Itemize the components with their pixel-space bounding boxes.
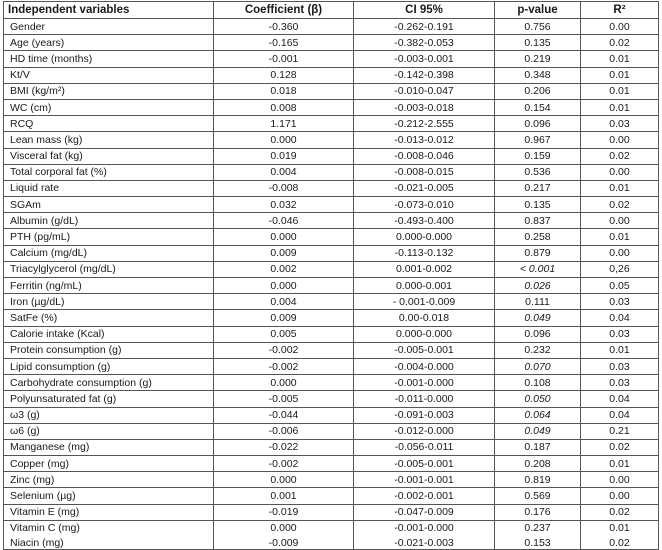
table-row bbox=[4, 310, 659, 326]
table-row bbox=[4, 164, 659, 180]
cell-r-squared: 0.00 bbox=[581, 19, 659, 35]
cell-r-squared: 0.03 bbox=[581, 358, 659, 374]
cell-ci-95: -0.021-0.005 bbox=[354, 180, 495, 196]
cell-ci-95: 0.000-0.001 bbox=[354, 278, 495, 294]
table-row bbox=[4, 148, 659, 164]
cell-p-value: 0.208 bbox=[495, 456, 581, 472]
cell-variable: Kt/V bbox=[4, 67, 214, 83]
cell-coefficient: 0.008 bbox=[214, 99, 354, 115]
cell-ci-95: -0.113-0.132 bbox=[354, 245, 495, 261]
cell-ci-95: -0.012-0.000 bbox=[354, 423, 495, 439]
cell-coefficient: 0.000 bbox=[214, 375, 354, 391]
cell-ci-95: -0.047-0.009 bbox=[354, 504, 495, 520]
cell-ci-95: -0.010-0.047 bbox=[354, 83, 495, 99]
cell-r-squared: 0.02 bbox=[581, 148, 659, 164]
cell-variable: Manganese (mg) bbox=[4, 439, 214, 455]
cell-r-squared: 0.03 bbox=[581, 375, 659, 391]
table-body bbox=[4, 19, 659, 550]
cell-r-squared: 0.01 bbox=[581, 342, 659, 358]
cell-coefficient: -0.005 bbox=[214, 391, 354, 407]
cell-variable: WC (cm) bbox=[4, 99, 214, 115]
cell-p-value: 0.064 bbox=[495, 407, 581, 423]
cell-coefficient: 0.128 bbox=[214, 67, 354, 83]
cell-r-squared: 0.00 bbox=[581, 164, 659, 180]
cell-ci-95: -0.073-0.010 bbox=[354, 197, 495, 213]
cell-p-value: 0.348 bbox=[495, 67, 581, 83]
cell-r-squared: 0.00 bbox=[581, 472, 659, 488]
cell-p-value: 0.135 bbox=[495, 35, 581, 51]
cell-ci-95: -0.091-0.003 bbox=[354, 407, 495, 423]
cell-coefficient: 0.001 bbox=[214, 488, 354, 504]
cell-variable: Ferritin (ng/mL) bbox=[4, 278, 214, 294]
cell-r-squared: 0.01 bbox=[581, 83, 659, 99]
cell-r-squared: 0.00 bbox=[581, 488, 659, 504]
cell-r-squared: 0.02 bbox=[581, 439, 659, 455]
cell-coefficient: 0.032 bbox=[214, 197, 354, 213]
cell-r-squared: 0.04 bbox=[581, 391, 659, 407]
cell-p-value: 0.187 bbox=[495, 439, 581, 455]
table-row bbox=[4, 375, 659, 391]
cell-coefficient: -0.008 bbox=[214, 180, 354, 196]
cell-ci-95: -0.021-0.003 bbox=[354, 536, 495, 550]
cell-r-squared: 0.05 bbox=[581, 278, 659, 294]
cell-p-value: 0.070 bbox=[495, 358, 581, 374]
header-ci-95: CI 95% bbox=[354, 2, 495, 19]
table-row bbox=[4, 19, 659, 35]
cell-p-value: 0.135 bbox=[495, 197, 581, 213]
table-row bbox=[4, 132, 659, 148]
table-row bbox=[4, 407, 659, 423]
cell-coefficient: -0.022 bbox=[214, 439, 354, 455]
table-row bbox=[4, 229, 659, 245]
cell-r-squared: 0.01 bbox=[581, 520, 659, 536]
cell-ci-95: -0.013-0.012 bbox=[354, 132, 495, 148]
cell-variable: Polyunsaturated fat (g) bbox=[4, 391, 214, 407]
cell-coefficient: 0.000 bbox=[214, 132, 354, 148]
cell-r-squared: 0.01 bbox=[581, 229, 659, 245]
cell-ci-95: -0.001-0.000 bbox=[354, 375, 495, 391]
cell-coefficient: 0.000 bbox=[214, 229, 354, 245]
cell-coefficient: 0.000 bbox=[214, 472, 354, 488]
cell-ci-95: -0.005-0.001 bbox=[354, 342, 495, 358]
cell-coefficient: 0.009 bbox=[214, 245, 354, 261]
cell-ci-95: -0.262-0.191 bbox=[354, 19, 495, 35]
cell-coefficient: 0.004 bbox=[214, 164, 354, 180]
cell-variable: Copper (mg) bbox=[4, 456, 214, 472]
cell-p-value: 0.176 bbox=[495, 504, 581, 520]
table-row bbox=[4, 83, 659, 99]
cell-r-squared: 0.02 bbox=[581, 536, 659, 550]
table-row bbox=[4, 51, 659, 67]
cell-coefficient: -0.002 bbox=[214, 358, 354, 374]
cell-r-squared: 0.03 bbox=[581, 116, 659, 132]
table-row bbox=[4, 423, 659, 439]
cell-p-value: 0.819 bbox=[495, 472, 581, 488]
cell-ci-95: -0.001-0.000 bbox=[354, 520, 495, 536]
table-row bbox=[4, 326, 659, 342]
cell-ci-95: -0.001-0.001 bbox=[354, 472, 495, 488]
cell-variable: Albumin (g/dL) bbox=[4, 213, 214, 229]
table-row bbox=[4, 391, 659, 407]
cell-coefficient: 0.000 bbox=[214, 278, 354, 294]
table-row bbox=[4, 504, 659, 520]
cell-variable: Iron (µg/dL) bbox=[4, 294, 214, 310]
cell-r-squared: 0.02 bbox=[581, 35, 659, 51]
cell-variable: Triacylglycerol (mg/dL) bbox=[4, 261, 214, 277]
cell-r-squared: 0.00 bbox=[581, 132, 659, 148]
table-row bbox=[4, 278, 659, 294]
cell-r-squared: 0.04 bbox=[581, 407, 659, 423]
cell-ci-95: -0.056-0.011 bbox=[354, 439, 495, 455]
cell-variable: SGAm bbox=[4, 197, 214, 213]
cell-coefficient: -0.046 bbox=[214, 213, 354, 229]
cell-p-value: 0.049 bbox=[495, 423, 581, 439]
cell-variable: Lean mass (kg) bbox=[4, 132, 214, 148]
cell-ci-95: - 0.001-0.009 bbox=[354, 294, 495, 310]
cell-ci-95: 0.000-0.000 bbox=[354, 326, 495, 342]
cell-p-value: 0.837 bbox=[495, 213, 581, 229]
table-row bbox=[4, 472, 659, 488]
cell-coefficient: 1.171 bbox=[214, 116, 354, 132]
cell-r-squared: 0,26 bbox=[581, 261, 659, 277]
cell-p-value: 0.111 bbox=[495, 294, 581, 310]
cell-coefficient: 0.000 bbox=[214, 520, 354, 536]
cell-ci-95: -0.005-0.001 bbox=[354, 456, 495, 472]
cell-ci-95: 0.00-0.018 bbox=[354, 310, 495, 326]
cell-ci-95: 0.000-0.000 bbox=[354, 229, 495, 245]
cell-p-value: 0.879 bbox=[495, 245, 581, 261]
cell-ci-95: -0.008-0.046 bbox=[354, 148, 495, 164]
cell-variable: RCQ bbox=[4, 116, 214, 132]
cell-coefficient: -0.044 bbox=[214, 407, 354, 423]
table-row bbox=[4, 456, 659, 472]
cell-p-value: 0.217 bbox=[495, 180, 581, 196]
cell-p-value: 0.232 bbox=[495, 342, 581, 358]
cell-p-value: 0.237 bbox=[495, 520, 581, 536]
cell-coefficient: 0.002 bbox=[214, 261, 354, 277]
cell-variable: Vitamin C (mg) bbox=[4, 520, 214, 536]
cell-ci-95: -0.008-0.015 bbox=[354, 164, 495, 180]
cell-variable: Carbohydrate consumption (g) bbox=[4, 375, 214, 391]
cell-p-value: 0.536 bbox=[495, 164, 581, 180]
header-independent-variables: Independent variables bbox=[4, 2, 214, 19]
table-row bbox=[4, 116, 659, 132]
cell-r-squared: 0.02 bbox=[581, 504, 659, 520]
cell-p-value: < 0.001 bbox=[495, 261, 581, 277]
cell-coefficient: -0.009 bbox=[214, 536, 354, 550]
cell-variable: Lipid consumption (g) bbox=[4, 358, 214, 374]
table-row bbox=[4, 245, 659, 261]
cell-p-value: 0.108 bbox=[495, 375, 581, 391]
cell-ci-95: -0.002-0.001 bbox=[354, 488, 495, 504]
cell-variable: PTH (pg/mL) bbox=[4, 229, 214, 245]
table-header-row bbox=[4, 2, 659, 19]
table-row bbox=[4, 261, 659, 277]
cell-p-value: 0.756 bbox=[495, 19, 581, 35]
cell-coefficient: -0.019 bbox=[214, 504, 354, 520]
cell-coefficient: -0.001 bbox=[214, 51, 354, 67]
cell-coefficient: 0.019 bbox=[214, 148, 354, 164]
table-row bbox=[4, 67, 659, 83]
cell-p-value: 0.049 bbox=[495, 310, 581, 326]
cell-variable: ω6 (g) bbox=[4, 423, 214, 439]
cell-coefficient: 0.004 bbox=[214, 294, 354, 310]
table-row bbox=[4, 358, 659, 374]
table-row bbox=[4, 99, 659, 115]
cell-variable: Calcium (mg/dL) bbox=[4, 245, 214, 261]
table-row bbox=[4, 520, 659, 536]
cell-ci-95: -0.142-0.398 bbox=[354, 67, 495, 83]
cell-variable: Selenium (µg) bbox=[4, 488, 214, 504]
regression-table bbox=[3, 1, 659, 550]
cell-variable: Gender bbox=[4, 19, 214, 35]
cell-ci-95: -0.212-2.555 bbox=[354, 116, 495, 132]
table-row bbox=[4, 35, 659, 51]
cell-p-value: 0.096 bbox=[495, 326, 581, 342]
cell-coefficient: 0.005 bbox=[214, 326, 354, 342]
table-row bbox=[4, 439, 659, 455]
cell-r-squared: 0.00 bbox=[581, 245, 659, 261]
header-p-value: p-value bbox=[495, 2, 581, 19]
cell-variable: Total corporal fat (%) bbox=[4, 164, 214, 180]
cell-ci-95: -0.382-0.053 bbox=[354, 35, 495, 51]
cell-p-value: 0.569 bbox=[495, 488, 581, 504]
cell-variable: Vitamin E (mg) bbox=[4, 504, 214, 520]
header-r-squared: R² bbox=[581, 2, 659, 19]
cell-coefficient: -0.165 bbox=[214, 35, 354, 51]
cell-p-value: 0.026 bbox=[495, 278, 581, 294]
cell-r-squared: 0.01 bbox=[581, 67, 659, 83]
table-row bbox=[4, 213, 659, 229]
table-row bbox=[4, 342, 659, 358]
cell-coefficient: 0.018 bbox=[214, 83, 354, 99]
cell-variable: Niacin (mg) bbox=[4, 536, 214, 550]
cell-coefficient: 0.009 bbox=[214, 310, 354, 326]
cell-ci-95: -0.004-0.000 bbox=[354, 358, 495, 374]
table-row bbox=[4, 488, 659, 504]
table-row bbox=[4, 536, 659, 550]
cell-r-squared: 0.01 bbox=[581, 51, 659, 67]
regression-table-container bbox=[3, 1, 658, 550]
cell-r-squared: 0.21 bbox=[581, 423, 659, 439]
cell-variable: Zinc (mg) bbox=[4, 472, 214, 488]
table-row bbox=[4, 180, 659, 196]
cell-p-value: 0.258 bbox=[495, 229, 581, 245]
cell-r-squared: 0.04 bbox=[581, 310, 659, 326]
cell-coefficient: -0.006 bbox=[214, 423, 354, 439]
cell-variable: Age (years) bbox=[4, 35, 214, 51]
cell-variable: BMI (kg/m²) bbox=[4, 83, 214, 99]
cell-coefficient: -0.002 bbox=[214, 342, 354, 358]
cell-r-squared: 0.01 bbox=[581, 99, 659, 115]
cell-r-squared: 0.01 bbox=[581, 180, 659, 196]
cell-variable: Calorie intake (Kcal) bbox=[4, 326, 214, 342]
cell-r-squared: 0.03 bbox=[581, 294, 659, 310]
cell-p-value: 0.153 bbox=[495, 536, 581, 550]
cell-coefficient: -0.002 bbox=[214, 456, 354, 472]
cell-variable: SatFe (%) bbox=[4, 310, 214, 326]
cell-variable: Protein consumption (g) bbox=[4, 342, 214, 358]
table-row bbox=[4, 197, 659, 213]
cell-variable: ω3 (g) bbox=[4, 407, 214, 423]
cell-r-squared: 0.00 bbox=[581, 213, 659, 229]
cell-ci-95: -0.003-0.001 bbox=[354, 51, 495, 67]
cell-r-squared: 0.01 bbox=[581, 456, 659, 472]
cell-variable: HD time (months) bbox=[4, 51, 214, 67]
cell-p-value: 0.967 bbox=[495, 132, 581, 148]
cell-ci-95: -0.011-0.000 bbox=[354, 391, 495, 407]
cell-ci-95: -0.003-0.018 bbox=[354, 99, 495, 115]
cell-coefficient: -0.360 bbox=[214, 19, 354, 35]
table-row bbox=[4, 294, 659, 310]
cell-p-value: 0.206 bbox=[495, 83, 581, 99]
cell-p-value: 0.096 bbox=[495, 116, 581, 132]
cell-r-squared: 0.02 bbox=[581, 197, 659, 213]
cell-p-value: 0.219 bbox=[495, 51, 581, 67]
cell-variable: Visceral fat (kg) bbox=[4, 148, 214, 164]
header-coefficient: Coefficient (β) bbox=[214, 2, 354, 19]
cell-ci-95: 0.001-0.002 bbox=[354, 261, 495, 277]
cell-p-value: 0.154 bbox=[495, 99, 581, 115]
cell-ci-95: -0.493-0.400 bbox=[354, 213, 495, 229]
cell-variable: Liquid rate bbox=[4, 180, 214, 196]
cell-r-squared: 0.03 bbox=[581, 326, 659, 342]
cell-p-value: 0.159 bbox=[495, 148, 581, 164]
cell-p-value: 0.050 bbox=[495, 391, 581, 407]
